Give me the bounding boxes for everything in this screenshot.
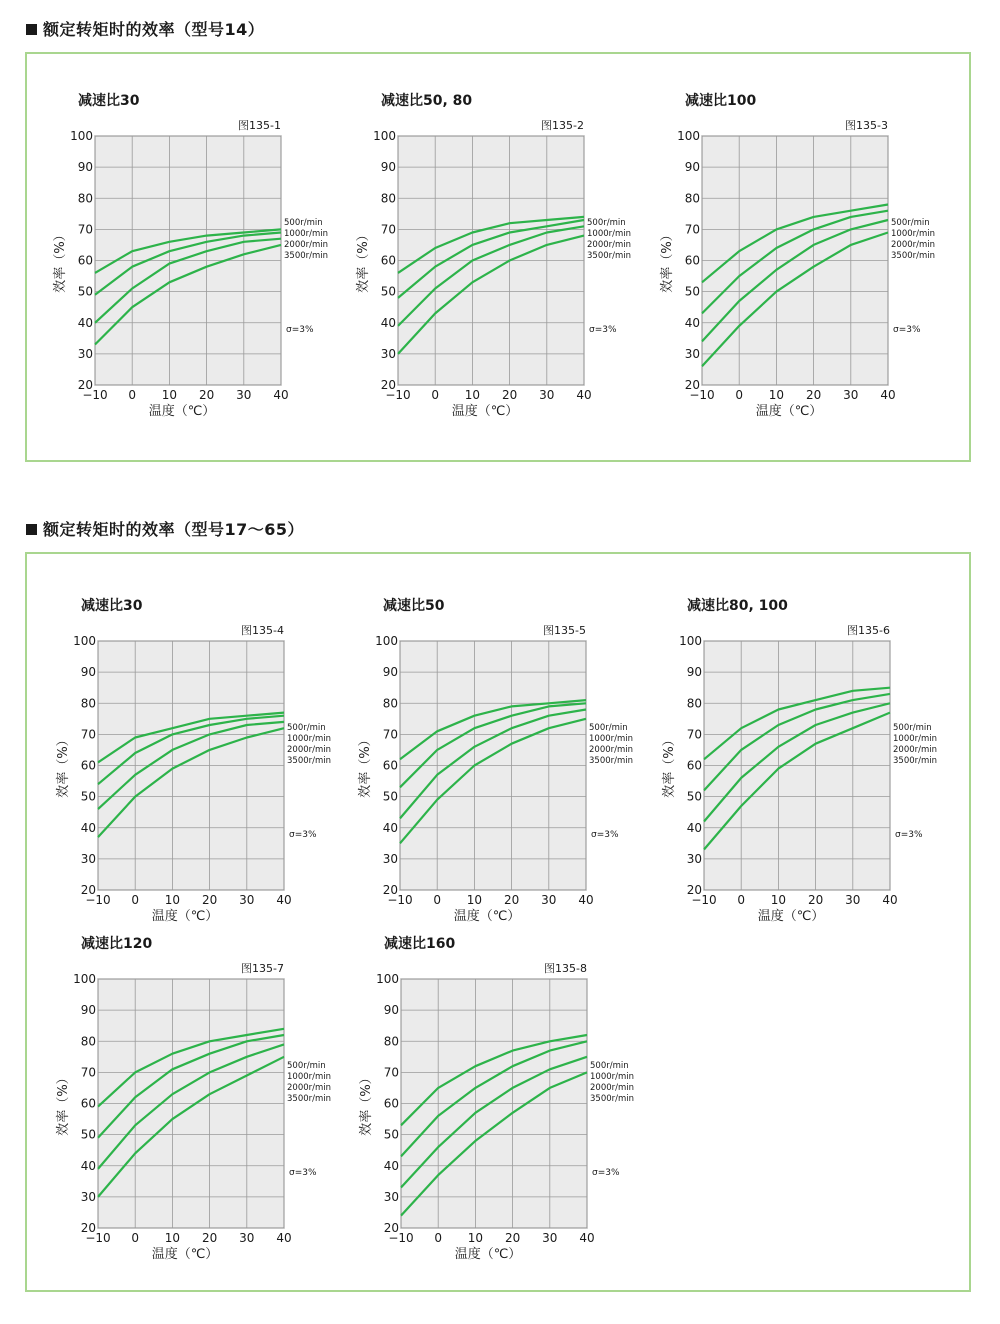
x-tick-label: −10 bbox=[85, 893, 111, 907]
legend-entry: 2000r/min bbox=[287, 1083, 332, 1093]
x-tick-label: 40 bbox=[579, 1231, 595, 1245]
x-tick-label: −10 bbox=[82, 388, 108, 402]
y-tick-label: 70 bbox=[77, 222, 93, 237]
legend-entry: 2000r/min bbox=[589, 745, 634, 755]
y-axis-label: 效率（%） bbox=[56, 1071, 71, 1136]
efficiency-chart-4 bbox=[3, 585, 333, 930]
x-tick-label: 0 bbox=[737, 893, 746, 907]
x-tick-label: 10 bbox=[467, 1231, 484, 1245]
sigma-annotation: σ=3% bbox=[289, 830, 317, 840]
figure-number: 图135-8 bbox=[544, 962, 587, 975]
y-tick-label: 40 bbox=[383, 1158, 399, 1173]
section-title-text: 额定转矩时的效率（型号14） bbox=[43, 20, 265, 39]
y-tick-label: 20 bbox=[77, 378, 93, 392]
legend-entry: 500r/min bbox=[590, 1061, 629, 1071]
x-tick-label: 10 bbox=[164, 893, 181, 907]
figure-number: 图135-6 bbox=[847, 624, 890, 637]
x-tick-label: 30 bbox=[845, 893, 861, 907]
legend-entry: 3500r/min bbox=[589, 756, 634, 766]
y-tick-label: 40 bbox=[686, 820, 702, 835]
section-title-model-14 bbox=[26, 17, 264, 40]
y-tick-label: 50 bbox=[380, 284, 396, 299]
legend-entry: 3500r/min bbox=[893, 756, 938, 766]
sigma-annotation: σ=3% bbox=[589, 325, 617, 335]
x-tick-label: 30 bbox=[843, 388, 859, 402]
y-tick-label: 40 bbox=[77, 315, 93, 330]
y-tick-label: 60 bbox=[380, 253, 396, 268]
y-tick-label: 80 bbox=[684, 191, 700, 206]
y-tick-label: 80 bbox=[77, 191, 93, 206]
section-title-text: 额定转矩时的效率（型号17～65） bbox=[43, 520, 305, 539]
legend-entry: 1000r/min bbox=[893, 734, 938, 744]
efficiency-chart-8 bbox=[306, 923, 636, 1268]
x-tick-label: 30 bbox=[542, 1231, 558, 1245]
y-tick-label: 30 bbox=[80, 851, 96, 866]
legend-entry: 1000r/min bbox=[891, 229, 936, 239]
x-tick-label: 10 bbox=[161, 388, 178, 402]
x-tick-label: 0 bbox=[131, 893, 140, 907]
efficiency-chart-5 bbox=[305, 585, 635, 930]
x-tick-label: 20 bbox=[201, 1231, 218, 1245]
square-bullet-icon bbox=[26, 524, 37, 535]
legend-entry: 1000r/min bbox=[589, 734, 634, 744]
y-tick-label: 20 bbox=[686, 883, 702, 897]
y-tick-label: 30 bbox=[684, 346, 700, 361]
x-tick-label: −10 bbox=[689, 388, 715, 402]
sigma-annotation: σ=3% bbox=[289, 1168, 317, 1178]
x-axis-label: 温度（℃） bbox=[451, 404, 519, 419]
efficiency-chart-2 bbox=[303, 80, 633, 425]
x-tick-label: 40 bbox=[578, 893, 594, 907]
x-axis-label: 温度（℃） bbox=[757, 909, 825, 924]
y-tick-label: 50 bbox=[684, 284, 700, 299]
x-tick-label: 0 bbox=[735, 388, 744, 402]
y-tick-label: 100 bbox=[373, 129, 396, 143]
y-tick-label: 30 bbox=[380, 346, 396, 361]
y-axis-label: 效率（%） bbox=[662, 733, 677, 798]
y-tick-label: 60 bbox=[77, 253, 93, 268]
y-tick-label: 20 bbox=[380, 378, 396, 392]
x-tick-label: −10 bbox=[388, 1231, 414, 1245]
x-tick-label: 40 bbox=[576, 388, 592, 402]
legend-entry: 2000r/min bbox=[587, 240, 632, 250]
y-tick-label: 30 bbox=[80, 1189, 96, 1204]
section-title-model-17-65 bbox=[26, 517, 304, 540]
y-axis-label: 效率（%） bbox=[356, 228, 371, 293]
x-tick-label: −10 bbox=[387, 893, 413, 907]
y-tick-label: 20 bbox=[80, 1221, 96, 1235]
y-tick-label: 70 bbox=[382, 727, 398, 742]
y-tick-label: 90 bbox=[686, 665, 702, 680]
y-tick-label: 60 bbox=[80, 758, 96, 773]
y-tick-label: 90 bbox=[382, 665, 398, 680]
y-tick-label: 40 bbox=[380, 315, 396, 330]
y-tick-label: 40 bbox=[80, 820, 96, 835]
x-tick-label: −10 bbox=[85, 1231, 111, 1245]
chart-title: 减速比160 bbox=[384, 936, 456, 952]
y-tick-label: 50 bbox=[686, 789, 702, 804]
chart-title: 减速比100 bbox=[685, 93, 757, 109]
x-tick-label: 10 bbox=[464, 388, 481, 402]
legend-entry: 3500r/min bbox=[287, 1094, 332, 1104]
legend-entry: 2000r/min bbox=[284, 240, 329, 250]
sigma-annotation: σ=3% bbox=[895, 830, 923, 840]
chart-title: 减速比30 bbox=[78, 93, 140, 109]
figure-number: 图135-7 bbox=[241, 962, 284, 975]
x-axis-label: 温度（℃） bbox=[148, 404, 216, 419]
sigma-annotation: σ=3% bbox=[591, 830, 619, 840]
y-axis-label: 效率（%） bbox=[53, 228, 68, 293]
x-tick-label: 0 bbox=[433, 893, 442, 907]
sigma-annotation: σ=3% bbox=[893, 325, 921, 335]
sigma-annotation: σ=3% bbox=[592, 1168, 620, 1178]
x-tick-label: 40 bbox=[276, 1231, 292, 1245]
x-tick-label: 20 bbox=[504, 1231, 521, 1245]
legend-entry: 500r/min bbox=[893, 723, 932, 733]
efficiency-chart-3 bbox=[607, 80, 937, 425]
x-tick-label: 10 bbox=[770, 893, 787, 907]
y-tick-label: 60 bbox=[383, 1096, 399, 1111]
x-tick-label: 40 bbox=[273, 388, 289, 402]
legend-entry: 1000r/min bbox=[287, 734, 332, 744]
y-tick-label: 100 bbox=[375, 634, 398, 648]
x-tick-label: 40 bbox=[276, 893, 292, 907]
y-tick-label: 40 bbox=[80, 1158, 96, 1173]
legend-entry: 500r/min bbox=[587, 218, 626, 228]
y-tick-label: 80 bbox=[380, 191, 396, 206]
x-tick-label: −10 bbox=[691, 893, 717, 907]
x-tick-label: 0 bbox=[434, 1231, 443, 1245]
y-tick-label: 20 bbox=[80, 883, 96, 897]
legend-entry: 2000r/min bbox=[590, 1083, 635, 1093]
y-axis-label: 效率（%） bbox=[56, 733, 71, 798]
legend-entry: 500r/min bbox=[891, 218, 930, 228]
y-tick-label: 100 bbox=[376, 972, 399, 986]
legend-entry: 500r/min bbox=[287, 1061, 326, 1071]
sigma-annotation: σ=3% bbox=[286, 325, 314, 335]
x-tick-label: 20 bbox=[501, 388, 518, 402]
y-tick-label: 70 bbox=[684, 222, 700, 237]
y-tick-label: 70 bbox=[686, 727, 702, 742]
legend-entry: 3500r/min bbox=[891, 251, 936, 261]
y-tick-label: 100 bbox=[679, 634, 702, 648]
y-tick-label: 50 bbox=[80, 1127, 96, 1142]
legend-entry: 3500r/min bbox=[587, 251, 632, 261]
figure-number: 图135-4 bbox=[241, 624, 284, 637]
x-tick-label: 30 bbox=[541, 893, 557, 907]
legend-entry: 3500r/min bbox=[590, 1094, 635, 1104]
chart-title: 减速比50 bbox=[383, 598, 445, 614]
y-tick-label: 90 bbox=[77, 160, 93, 175]
y-tick-label: 60 bbox=[686, 758, 702, 773]
y-tick-label: 20 bbox=[684, 378, 700, 392]
y-axis-label: 效率（%） bbox=[359, 1071, 374, 1136]
x-tick-label: 30 bbox=[239, 1231, 255, 1245]
figure-number: 图135-2 bbox=[541, 119, 584, 132]
x-tick-label: 20 bbox=[503, 893, 520, 907]
legend-entry: 1000r/min bbox=[287, 1072, 332, 1082]
x-tick-label: 20 bbox=[198, 388, 215, 402]
x-tick-label: 0 bbox=[431, 388, 440, 402]
y-tick-label: 90 bbox=[684, 160, 700, 175]
x-axis-label: 温度（℃） bbox=[151, 909, 219, 924]
y-tick-label: 40 bbox=[684, 315, 700, 330]
y-tick-label: 30 bbox=[77, 346, 93, 361]
y-tick-label: 70 bbox=[380, 222, 396, 237]
x-tick-label: 30 bbox=[539, 388, 555, 402]
x-axis-label: 温度（℃） bbox=[755, 404, 823, 419]
x-tick-label: 20 bbox=[201, 893, 218, 907]
x-tick-label: 0 bbox=[128, 388, 137, 402]
y-tick-label: 30 bbox=[382, 851, 398, 866]
y-tick-label: 30 bbox=[383, 1189, 399, 1204]
y-tick-label: 50 bbox=[80, 789, 96, 804]
y-tick-label: 60 bbox=[80, 1096, 96, 1111]
y-tick-label: 50 bbox=[77, 284, 93, 299]
y-tick-label: 70 bbox=[80, 1065, 96, 1080]
legend-entry: 500r/min bbox=[284, 218, 323, 228]
y-tick-label: 50 bbox=[382, 789, 398, 804]
y-tick-label: 100 bbox=[73, 634, 96, 648]
x-axis-label: 温度（℃） bbox=[453, 909, 521, 924]
legend-entry: 3500r/min bbox=[287, 756, 332, 766]
y-tick-label: 60 bbox=[382, 758, 398, 773]
y-tick-label: 50 bbox=[383, 1127, 399, 1142]
x-tick-label: 10 bbox=[768, 388, 785, 402]
figure-number: 图135-5 bbox=[543, 624, 586, 637]
x-tick-label: 20 bbox=[805, 388, 822, 402]
x-tick-label: 10 bbox=[164, 1231, 181, 1245]
figure-number: 图135-1 bbox=[238, 119, 281, 132]
x-tick-label: −10 bbox=[385, 388, 411, 402]
legend-entry: 1000r/min bbox=[284, 229, 329, 239]
y-tick-label: 90 bbox=[80, 1003, 96, 1018]
x-axis-label: 温度（℃） bbox=[151, 1247, 219, 1262]
x-tick-label: 30 bbox=[236, 388, 252, 402]
chart-title: 减速比80, 100 bbox=[687, 598, 788, 614]
chart-title: 减速比30 bbox=[81, 598, 143, 614]
y-tick-label: 80 bbox=[383, 1034, 399, 1049]
legend-entry: 2000r/min bbox=[893, 745, 938, 755]
x-tick-label: 10 bbox=[466, 893, 483, 907]
y-tick-label: 40 bbox=[382, 820, 398, 835]
square-bullet-icon bbox=[26, 24, 37, 35]
y-tick-label: 100 bbox=[677, 129, 700, 143]
y-axis-label: 效率（%） bbox=[358, 733, 373, 798]
y-tick-label: 100 bbox=[70, 129, 93, 143]
legend-entry: 3500r/min bbox=[284, 251, 329, 261]
chart-title: 减速比120 bbox=[81, 936, 153, 952]
y-tick-label: 80 bbox=[382, 696, 398, 711]
y-tick-label: 80 bbox=[80, 696, 96, 711]
y-tick-label: 20 bbox=[383, 1221, 399, 1235]
legend-entry: 500r/min bbox=[287, 723, 326, 733]
y-tick-label: 70 bbox=[383, 1065, 399, 1080]
y-axis-label: 效率（%） bbox=[660, 228, 675, 293]
legend-entry: 2000r/min bbox=[891, 240, 936, 250]
efficiency-chart-1 bbox=[0, 80, 330, 425]
efficiency-chart-7 bbox=[3, 923, 333, 1268]
figure-number: 图135-3 bbox=[845, 119, 888, 132]
efficiency-chart-6 bbox=[609, 585, 939, 930]
x-tick-label: 0 bbox=[131, 1231, 140, 1245]
y-tick-label: 70 bbox=[80, 727, 96, 742]
x-tick-label: 40 bbox=[880, 388, 896, 402]
x-axis-label: 温度（℃） bbox=[454, 1247, 522, 1262]
x-tick-label: 40 bbox=[882, 893, 898, 907]
legend-entry: 500r/min bbox=[589, 723, 628, 733]
chart-title: 减速比50, 80 bbox=[381, 93, 473, 109]
legend-entry: 2000r/min bbox=[287, 745, 332, 755]
y-tick-label: 30 bbox=[686, 851, 702, 866]
y-tick-label: 100 bbox=[73, 972, 96, 986]
y-tick-label: 80 bbox=[686, 696, 702, 711]
y-tick-label: 80 bbox=[80, 1034, 96, 1049]
legend-entry: 1000r/min bbox=[590, 1072, 635, 1082]
y-tick-label: 90 bbox=[380, 160, 396, 175]
y-tick-label: 90 bbox=[80, 665, 96, 680]
x-tick-label: 20 bbox=[807, 893, 824, 907]
y-tick-label: 20 bbox=[382, 883, 398, 897]
x-tick-label: 30 bbox=[239, 893, 255, 907]
legend-entry: 1000r/min bbox=[587, 229, 632, 239]
y-tick-label: 90 bbox=[383, 1003, 399, 1018]
y-tick-label: 60 bbox=[684, 253, 700, 268]
